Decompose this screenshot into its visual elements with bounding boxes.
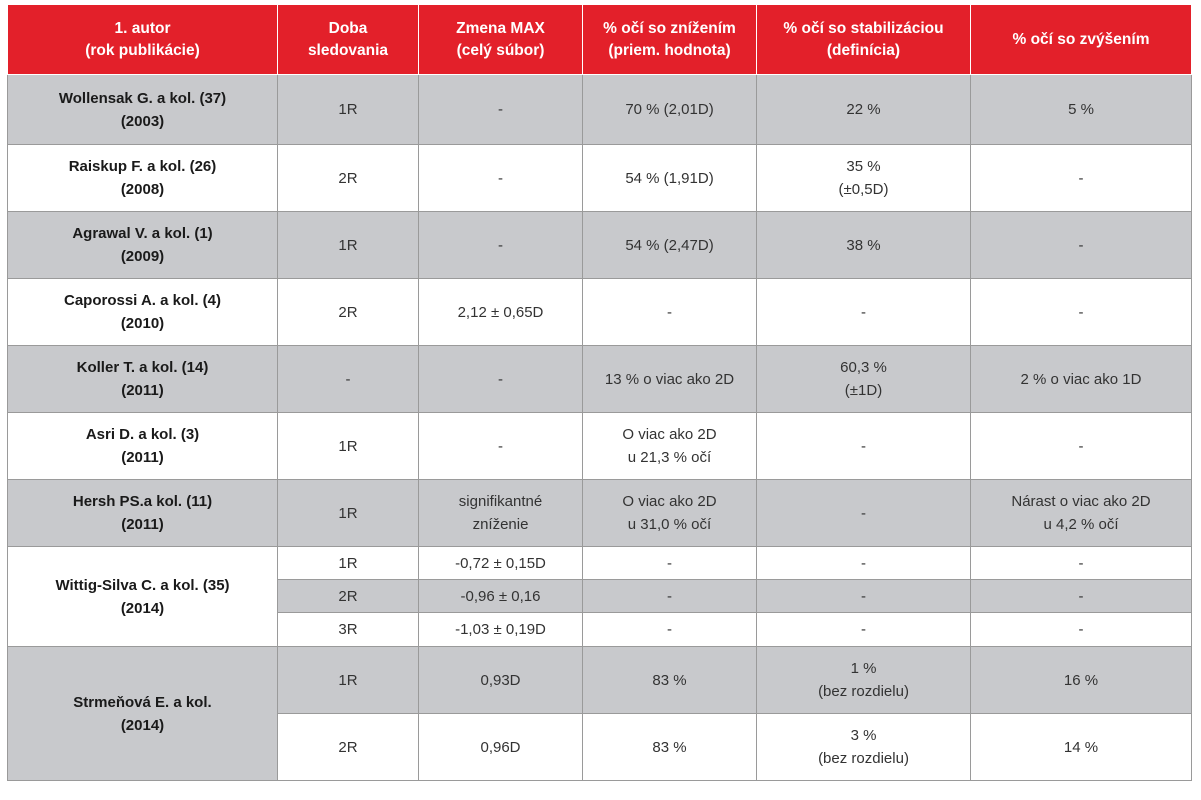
decrease-cell: - [583,580,757,613]
period-cell: - [278,346,419,413]
max-change-cell: - [419,346,583,413]
decrease-cell: 83 % [583,714,757,781]
period-cell: 1R [278,413,419,480]
period-cell: 1R [278,647,419,714]
decrease-cell: O viac ako 2D u 31,0 % očí [583,480,757,547]
table-row [8,279,1192,346]
header-increase: % očí so zvýšením [971,5,1192,75]
stabilization-cell: 38 % [757,212,971,279]
period-cell: 2R [278,279,419,346]
table-row [8,145,1192,212]
header-row [8,5,1192,75]
max-change-cell: - [419,145,583,212]
max-change-cell: -1,03 ± 0,19D [419,613,583,647]
results-table [7,4,1192,781]
decrease-cell: 54 % (2,47D) [583,212,757,279]
increase-cell: - [971,145,1192,212]
increase-cell: - [971,413,1192,480]
increase-cell: - [971,547,1192,580]
stabilization-cell: - [757,613,971,647]
author-cell: Wollensak G. a kol. (37) (2003) [8,75,278,145]
author-cell: Koller T. a kol. (14) (2011) [8,346,278,413]
table-row [8,480,1192,547]
table-row [8,413,1192,480]
period-cell: 2R [278,145,419,212]
decrease-cell: 13 % o viac ako 2D [583,346,757,413]
increase-cell: 2 % o viac ako 1D [971,346,1192,413]
header-decrease: % očí so znížením (priem. hodnota) [583,5,757,75]
increase-cell: - [971,279,1192,346]
table-row [8,647,1192,714]
author-cell: Hersh PS.a kol. (11) (2011) [8,480,278,547]
decrease-cell: 83 % [583,647,757,714]
author-cell: Raiskup F. a kol. (26) (2008) [8,145,278,212]
stabilization-cell: 35 % (±0,5D) [757,145,971,212]
max-change-cell: 0,93D [419,647,583,714]
decrease-cell: - [583,613,757,647]
header-max-change: Zmena MAX (celý súbor) [419,5,583,75]
period-cell: 1R [278,75,419,145]
header-period: Doba sledovania [278,5,419,75]
stabilization-cell: - [757,413,971,480]
max-change-cell: - [419,413,583,480]
stabilization-cell: 3 % (bez rozdielu) [757,714,971,781]
stabilization-cell: - [757,279,971,346]
period-cell: 2R [278,580,419,613]
max-change-cell: - [419,75,583,145]
stabilization-cell: - [757,580,971,613]
max-change-cell: - [419,212,583,279]
period-cell: 1R [278,547,419,580]
decrease-cell: - [583,279,757,346]
increase-cell: 14 % [971,714,1192,781]
increase-cell: Nárast o viac ako 2D u 4,2 % očí [971,480,1192,547]
increase-cell: - [971,212,1192,279]
max-change-cell: -0,72 ± 0,15D [419,547,583,580]
decrease-cell: 54 % (1,91D) [583,145,757,212]
author-cell: Caporossi A. a kol. (4) (2010) [8,279,278,346]
table-row [8,547,1192,580]
increase-cell: 5 % [971,75,1192,145]
decrease-cell: 70 % (2,01D) [583,75,757,145]
author-cell: Agrawal V. a kol. (1) (2009) [8,212,278,279]
stabilization-cell: 22 % [757,75,971,145]
stabilization-cell: - [757,547,971,580]
stabilization-cell: - [757,480,971,547]
max-change-cell: -0,96 ± 0,16 [419,580,583,613]
period-cell: 3R [278,613,419,647]
period-cell: 2R [278,714,419,781]
max-change-cell: 0,96D [419,714,583,781]
decrease-cell: O viac ako 2D u 21,3 % očí [583,413,757,480]
max-change-cell: signifikantné zníženie [419,480,583,547]
stabilization-cell: 1 % (bez rozdielu) [757,647,971,714]
stabilization-cell: 60,3 % (±1D) [757,346,971,413]
increase-cell: 16 % [971,647,1192,714]
period-cell: 1R [278,480,419,547]
author-cell: Asri D. a kol. (3) (2011) [8,413,278,480]
period-cell: 1R [278,212,419,279]
table-row [8,212,1192,279]
max-change-cell: 2,12 ± 0,65D [419,279,583,346]
table-row [8,346,1192,413]
header-stabilization: % očí so stabilizáciou (definícia) [757,5,971,75]
author-cell: Wittig-Silva C. a kol. (35) (2014) [8,547,278,647]
header-author: 1. autor (rok publikácie) [8,5,278,75]
increase-cell: - [971,580,1192,613]
author-cell: Strmeňová E. a kol. (2014) [8,647,278,781]
decrease-cell: - [583,547,757,580]
increase-cell: - [971,613,1192,647]
table-row [8,75,1192,145]
